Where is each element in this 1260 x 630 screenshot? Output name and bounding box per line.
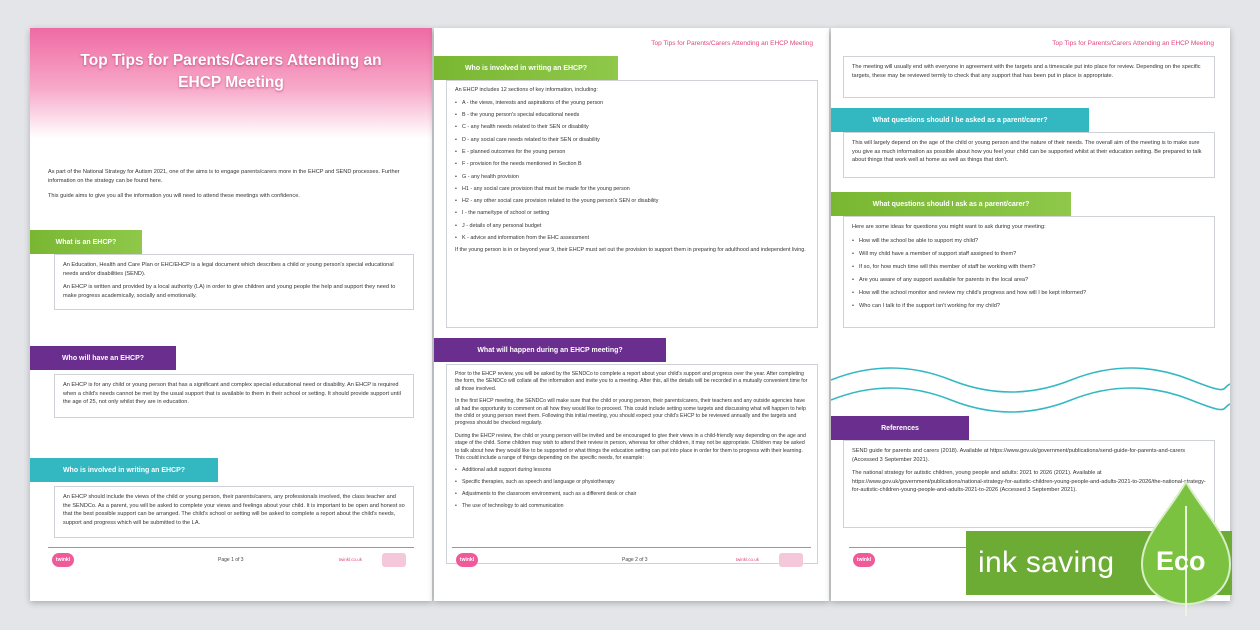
list-item: • Who can I talk to if the support isn't working for my child?	[852, 302, 1206, 311]
page-number: Page 1 of 3	[218, 557, 244, 563]
heading-what-will-happen: What will happen during an EHCP meeting?	[434, 338, 666, 362]
twinkl-logo: twinkl	[853, 553, 875, 567]
section-who-is-involved	[54, 486, 414, 538]
section-ehcp-sections	[446, 80, 818, 328]
list-item: • K - advice and information from the EHC assessment	[455, 235, 809, 243]
list-item: • C - any health needs related to their SEN or disability	[455, 124, 809, 132]
footer-link[interactable]: twinkl.co.uk	[338, 557, 362, 562]
page-footer	[434, 547, 829, 573]
paragraph: If the young person is in or beyond year 9, their EHCP must set out the provision to support them in preparing for adulthood and independent living.	[455, 247, 806, 254]
running-title: Top Tips for Parents/Carers Attending an EHCP Meeting	[651, 40, 813, 47]
list-item: • Are you aware of any support available for parents in the local area?	[852, 276, 1206, 285]
list-item: • Additional adult support during lessons	[455, 467, 809, 474]
running-title: Top Tips for Parents/Carers Attending an EHCP Meeting	[1052, 40, 1214, 47]
list-item: • Adjustments to the classroom environment, such as a different desk or chair	[455, 491, 809, 498]
section-what-will-happen	[446, 364, 818, 564]
twinkl-logo: twinkl	[52, 553, 74, 567]
intro-paragraph: As part of the National Strategy for Autism 2021, one of the aims is to engage parents/carers more in the EHCP and SEND processes. Further information on the strategy can be found here.	[48, 169, 400, 184]
footer-rule	[452, 547, 811, 548]
heading-references: References	[831, 416, 969, 440]
paragraph: An Education, Health and Care Plan or EHC/EHCP is a legal document which describes a child or young person's special educational needs and/or disabilities (SEND).	[63, 262, 394, 277]
paragraph: This will largely depend on the age of the child or young person and the nature of their needs. The overall aim of the meeting is to make sure you give as much information as possible about how you feel your child can be supported whilst at their education setting. Be prepared to talk about things that work well at home as well as things that don't.	[852, 140, 1202, 164]
reference: SEND guide for parents and carers (2018). Available at https://www.gov.uk/government/publications/send-guide-for-parents-and-carers (Accessed 3 September 2021).	[852, 448, 1186, 463]
paragraph: During the EHCP review, the child or young person will be invited and be encouraged to give their views in a child-friendly way depending on the age and stage of the child. Some children may wish to attend their review in person, whereas for other children, it may not be appropriate. Children may be asked to talk about how they would like to be supported or what things the education setting can put into place in order for them to progress with their learning. This could include a range of things depending on the specific needs, for example:	[455, 432, 806, 462]
list-item: • How will the school be able to support my child?	[852, 237, 1206, 246]
heading-questions-asked: What questions should I be asked as a parent/carer?	[831, 108, 1089, 132]
list-item: • If so, for how much time will this member of staff be working with them?	[852, 263, 1206, 272]
section-questions-asked	[843, 132, 1215, 178]
footer-link[interactable]: twinkl.co.uk	[735, 557, 759, 562]
section-what-is-ehcp	[54, 254, 414, 310]
list-item: • G - any health provision	[455, 174, 809, 182]
heading-who-will-have-ehcp: Who will have an EHCP?	[30, 346, 176, 370]
page-number: Page 2 of 3	[622, 557, 648, 563]
heading-questions-to-ask: What questions should I ask as a parent/carer?	[831, 192, 1071, 216]
list-item: • Will my child have a member of support staff assigned to them?	[852, 250, 1206, 259]
list-item: • How will the school monitor and review my child's progress and how will I be kept informed?	[852, 289, 1206, 298]
footer-rule	[48, 547, 414, 548]
page-footer	[30, 547, 432, 573]
section-meeting-end	[843, 56, 1215, 98]
document-page-2	[434, 28, 829, 601]
list-item: • Specific therapies, such as speech and language or physiotherapy	[455, 479, 809, 486]
list-item: • H2 - any other social care provision related to the young person's SEN or disability	[455, 198, 809, 206]
paragraph: Here are some ideas for questions you might want to ask during your meeting:	[852, 224, 1046, 230]
list-item: • J - details of any personal budget	[455, 223, 809, 231]
twinkl-logo: twinkl	[456, 553, 478, 567]
list-item: • B - the young person's special educational needs	[455, 112, 809, 120]
heading-who-is-involved: Who is involved in writing an EHCP?	[434, 56, 618, 80]
section-who-will-have-ehcp	[54, 374, 414, 418]
paragraph: An EHCP includes 12 sections of key information, including:	[455, 87, 598, 93]
paragraph: In the first EHCP meeting, the SENDCo will make sure that the child or young person, their parents/carers, their teachers and any outside agencies have all had the opportunity to comment on all how they would like to proceed. This could include setting some targets and discussing what will happen to help the child or young person meet them. Following this initial meeting, you should expect your child's EHCP to be reviewed annually and the targets and progress should be checked regularly.	[455, 398, 806, 427]
sections-list	[455, 100, 809, 243]
heading-what-is-ehcp: What is an EHCP?	[30, 230, 142, 254]
list-item: • A - the views, interests and aspirations of the young person	[455, 100, 809, 108]
list-item: • I - the name/type of school or setting	[455, 210, 809, 218]
document-page-1	[30, 28, 432, 601]
list-item: • E - planned outcomes for the young person	[455, 149, 809, 157]
list-item: • F - provision for the needs mentioned in Section B	[455, 161, 809, 169]
examples-list	[455, 467, 809, 510]
section-questions-to-ask	[843, 216, 1215, 328]
reference: The national strategy for autistic children, young people and adults: 2021 to 2026 (2021). Available at https://www.gov.uk/government/publications/national-strategy-for-autistic-children-young-people-and-adults-2021-to-2026/the-national-strategy-for-autistic-children-young-people-and-adults-2021-to-2026 (Accessed 3 September 2021).	[852, 470, 1206, 494]
partner-badge-icon	[382, 553, 406, 567]
partner-badge-icon	[779, 553, 803, 567]
ink-saving-label: ink saving	[978, 546, 1115, 579]
questions-list	[852, 237, 1206, 311]
paragraph: An EHCP is written and provided by a local authority (LA) in order to give children and young people the help and support they need to make progress academically, socially and emotionally.	[63, 284, 396, 299]
document-title: Top Tips for Parents/Carers Attending an EHCP Meeting	[80, 52, 382, 91]
paragraph: An EHCP is for any child or young person that has a significant and complex special educational need or disability. An EHCP is required when a child's needs cannot be met by the usual support that is available to them in their school or setting. It should provide support until the age of 25, not only whilst they are in education.	[63, 382, 401, 406]
eco-label: Eco	[1156, 546, 1206, 576]
list-item: • D - any social care needs related to their SEN or disability	[455, 137, 809, 145]
intro-paragraph-2: This guide aims to give you all the information you will need to attend these meetings with confidence.	[48, 193, 300, 199]
paragraph: The meeting will usually end with everyone in agreement with the targets and a timescale put into place for review. Depending on the specific targets, these may be reviewed termly to check that any support that has been put in place is appropriate.	[852, 64, 1201, 79]
list-item: • The use of technology to aid communication	[455, 503, 809, 510]
paragraph: Prior to the EHCP review, you will be asked by the SENDCo to complete a report about your child's support and progress over the year. After completing the form, the SENDCo will collate all the information and invite you to a meeting. After this, all the details will be recorded in a mutually convenient time for all those involved.	[455, 371, 808, 392]
list-item: • H1 - any social care provision that must be made for the young person	[455, 186, 809, 194]
paragraph: An EHCP should include the views of the child or young person, their parents/carers, any professionals involved, the class teacher and the SENDCo. As a parent, you will be asked to complete your views and feelings about your child. It is important to be open and honest so that the best possible support can be arranged. The child's school or setting will be asked to complete a report about the child's needs, support and progress which will be submitted to the LA.	[63, 494, 405, 526]
heading-who-is-involved: Who is involved in writing an EHCP?	[30, 458, 218, 482]
